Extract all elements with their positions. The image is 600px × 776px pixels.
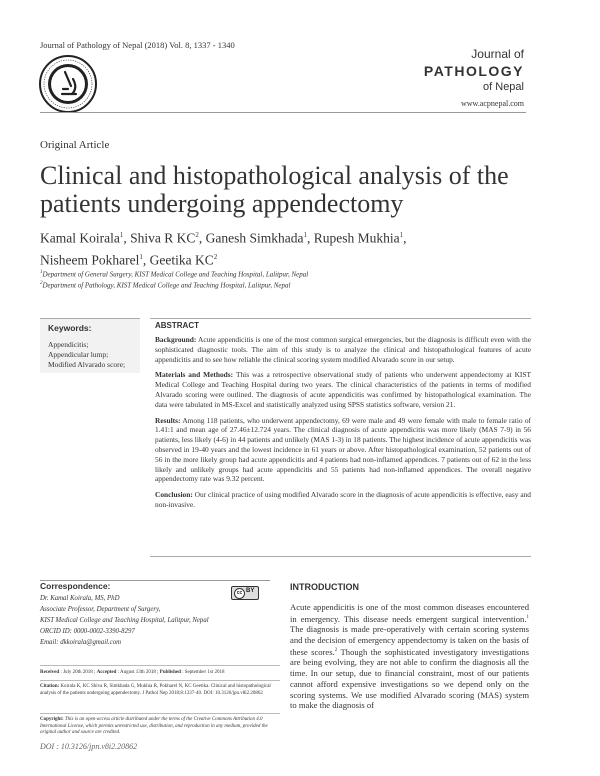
journal-masthead xyxy=(424,47,524,93)
publication-dates: Received : July 20th 2018 ; Accepted : August 13th 2018 ; Published : September 1st 2018 xyxy=(40,665,280,675)
reference-marker[interactable]: 1 xyxy=(526,614,529,620)
author-affiliation-ref: 2 xyxy=(195,231,199,239)
cc-by-label: BY xyxy=(246,588,255,594)
correspondence-line: Associate Professor, Department of Surgery, xyxy=(40,606,161,613)
affiliation-text: Department of Pathology, KIST Medical College and Teaching Hospital, Lalitpur, Nepal xyxy=(42,281,291,290)
affiliations xyxy=(40,268,540,291)
abstract-section xyxy=(150,318,531,557)
abstract-text: Our clinical practice of using modified Alvarado score in the diagnosis of acute appendicitis is effective, easy and non-invasive. xyxy=(155,490,531,509)
author-name: Rupesh Mukhia xyxy=(313,230,400,246)
author-name: Shiva R KC xyxy=(130,230,196,246)
article-type: Original Article xyxy=(40,139,110,151)
abstract-label: Materials and Methods: xyxy=(155,370,234,380)
intro-segment: The diagnosis is made pre-operatively with certain scoring systems and the decision of emergency appendectomy is taken on the basis of these scores. xyxy=(290,624,529,657)
author-name: Kamal Koirala xyxy=(40,230,120,246)
reference-marker[interactable]: 2 xyxy=(334,647,338,653)
abstract-title: ABSTRACT xyxy=(155,321,199,330)
correspondence-email[interactable]: Email: dkkoirala@gmail.com xyxy=(40,639,122,646)
intro-segment: Though the sophisticated investigatory investigations are being evolving, they are not able to confirm the diagnosis all the time. In our setup, due to financial constraint, most of our patients cannot afford expensive investigations so we depend only on the scoring systems. We use modified Alvarado scoring (MAS) system to make the diagnosis of xyxy=(290,646,529,711)
keywords-title: Keywords: xyxy=(48,323,92,333)
abstract-text: Acute appendicitis is one of the most common surgical emergencies, but the diagnosis is difficult even with the sophisticated diagnostic tools. The aim of this study is to analyze the clinical and histopathological features of acute appendicitis and to see how reliable the clinical scoring system modified Alvarado score in our setup. xyxy=(155,335,531,364)
abstract-text: Among 118 patients, who underwent appendectomy, 69 were male and 49 were female with male to female ratio of 1.41:1 and mean age of 27.46±12.724 years. The clinical diagnosis of acute appendicitis was more likely (MAS 7-9) in 56 patients, less likely (4-6) in 44 patients and unlikely (MAS 1-3) in 18 patients. The highest incidence of acute appendicitis was observed in 19-40 years and the lowest incidence in 61 years or above. After histopathological examination, 52 patients out of 56 in the more likely group had acute appendicitis and 4 patients had non-inflamed appendices. 7 patients out of 62 in the less likely and unlikely groups had acute appendicitis and 55 patients had non-inflamed appendices. The overall negative appendectomy rate was 9.32 percent. xyxy=(155,415,531,484)
citation-label: Citation: xyxy=(40,684,60,689)
author-affiliation-ref: 1 xyxy=(139,252,143,261)
abstract-text: This was a retrospective observational study of patients who underwent appendectomy at KIST Medical College and Teaching Hospital during two years. The clinical characteristics of the patients in terms of modified Alvarado scoring were outlined. The diagnosis of acute appendicitis was confirmed by histopathological examination. The data were tabulated in MS-Excel and statistically analyzed using SPSS statistics software, version 21. xyxy=(155,370,532,409)
masthead-journal-of: Journal of xyxy=(471,47,524,61)
author-name: Geetika KC xyxy=(149,252,214,267)
abstract-label: Background: xyxy=(155,335,197,344)
abstract-label: Conclusion: xyxy=(155,490,193,500)
keywords-box xyxy=(40,318,140,373)
author-affiliation-ref: 1 xyxy=(303,231,307,239)
abstract-methods xyxy=(155,370,531,409)
copyright-block xyxy=(40,713,280,737)
citation-text: Koirala K, KC Shiva R, Simkhada G, Mukhia R, Pokharel N, KC Geetika. Clinical and histopathological analysis of the patients undergoing appendectomy. J Pathol Nep 2018;8:1337-40. DOI: 10.3126/jpn.v8i2.20862 xyxy=(40,684,271,696)
affiliation-item xyxy=(40,279,540,290)
header-divider xyxy=(40,112,526,113)
correspondence-line: KIST Medical College and Teaching Hospital, Lalitpur, Nepal xyxy=(40,617,209,624)
published-label: Published xyxy=(159,670,181,675)
masthead-pathology: PATHOLOGY xyxy=(423,63,524,79)
accepted-label: Accepted xyxy=(96,670,117,675)
accepted-date: August 13th 2018 xyxy=(120,670,156,675)
author-list: Kamal Koirala$^1$, Shiva R $KC^2$, Ganesh Simkhada$^1$, Rupesh Mukhia$^1$, Nisheem Pokharel$^1$, Geetika $KC^2$ xyxy=(40,230,407,267)
affiliation-text: Department of General Surgery, KIST Medical College and Teaching Hospital, Lalitpur, Nepal xyxy=(42,270,309,279)
journal-citation-line: Journal of Pathology of Nepal (2018) Vol. 8, 1337 - 1340 xyxy=(40,40,235,50)
published-date: September 1st 2018 xyxy=(184,670,225,675)
introduction-text xyxy=(290,602,529,711)
abstract-label: Results: xyxy=(155,415,181,425)
author-affiliation-ref: 2 xyxy=(213,252,218,261)
abstract-results xyxy=(155,416,531,485)
copyright-text: This is an open-access article distributed under the terms of the Creative Commons Attribution 4.0 International License, which permits unrestricted use, distribution, and reproduction in any medium, provided the original author and source are credited. xyxy=(40,717,268,735)
author-name: Ganesh Simkhada xyxy=(205,230,304,246)
citation-block xyxy=(40,680,280,697)
journal-seal-logo xyxy=(38,54,98,114)
keyword-item: Appendicitis; xyxy=(48,340,89,349)
keyword-item: Appendicular lump; xyxy=(48,350,109,359)
correspondence-title: Correspondence: xyxy=(40,581,111,591)
abstract-conclusion xyxy=(155,490,531,510)
author-name: Nisheem Pokharel xyxy=(40,252,140,267)
journal-url[interactable]: www.acpnepal.com xyxy=(460,99,524,108)
masthead-of-nepal: of Nepal xyxy=(483,81,524,93)
doi-link[interactable]: DOI : 10.3126/jpn.v8i2.20862 xyxy=(40,742,138,751)
copyright-label: Copyright: xyxy=(40,717,64,722)
introduction-heading: INTRODUCTION xyxy=(290,582,359,592)
cc-circle-icon: cc xyxy=(234,588,245,599)
received-label: Received xyxy=(40,670,60,675)
affiliation-number: 1 xyxy=(40,270,43,275)
affiliation-item xyxy=(40,268,540,279)
author-affiliation-ref: 1 xyxy=(399,231,404,239)
correspondence-line: ORCID ID: 0000-0002-3390-8297 xyxy=(40,628,135,635)
affiliation-number: 2 xyxy=(40,281,43,287)
correspondence-details xyxy=(40,593,280,648)
article-title: Clinical and histopathological analysis of the patients undergoing appendectomy xyxy=(40,161,509,218)
received-date: July 20th 2018 xyxy=(63,670,93,675)
keyword-item: Modified Alvarado score; xyxy=(48,360,126,369)
abstract-background xyxy=(155,335,531,364)
correspondence-line: Dr. Kamal Koirala, MS, PhD xyxy=(40,595,120,602)
intro-segment: Acute appendicitis is one of the most common diseases encountered in emergency. This disease needs emergent surgical intervention. xyxy=(290,602,529,624)
author-affiliation-ref: 1 xyxy=(119,231,124,239)
